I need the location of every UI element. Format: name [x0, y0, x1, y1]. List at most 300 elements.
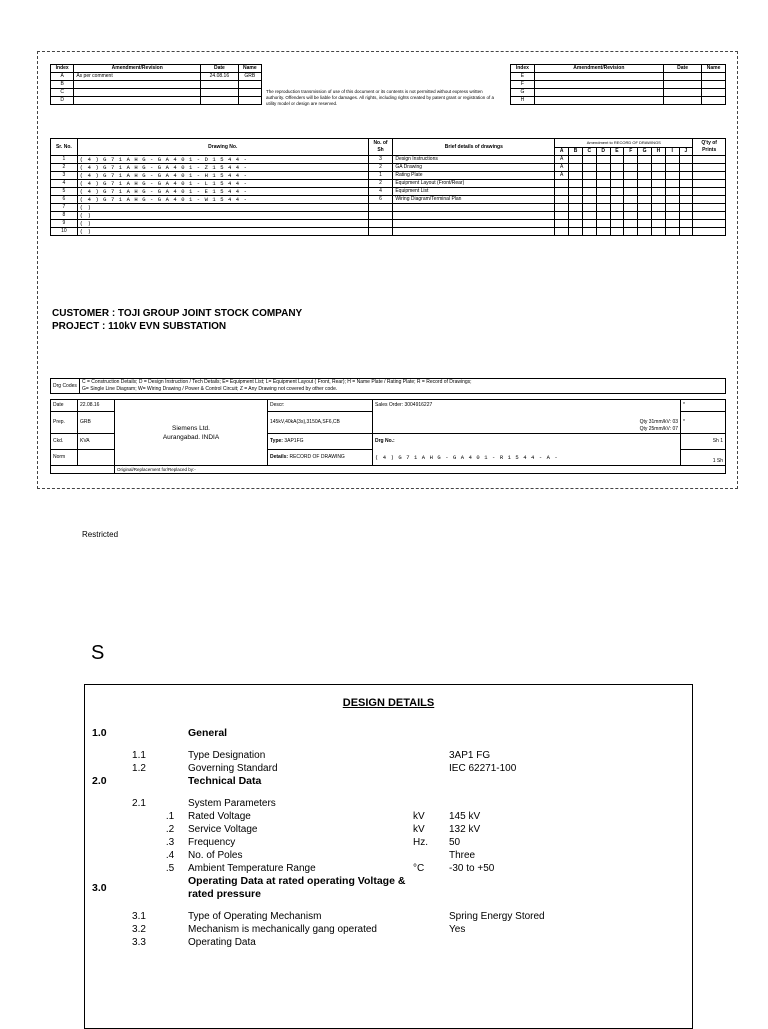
- amend-letter: J: [679, 147, 693, 156]
- sales-order: Sales Order: 3004916227: [373, 400, 681, 412]
- drg-codes-table: [50, 378, 726, 394]
- parameter-text: Service Voltage: [188, 824, 258, 835]
- ckd-label: Ckd.: [51, 434, 78, 450]
- rev-header-date: Date: [201, 65, 239, 73]
- sheet-total: 1 Sh: [681, 450, 726, 466]
- drawing-row: [51, 220, 726, 228]
- design-row: [92, 823, 672, 836]
- brief-details: Rating Plate: [393, 172, 555, 180]
- amendment-cell: [596, 188, 610, 196]
- rev-text: [74, 89, 201, 97]
- amendment-cell: [555, 220, 569, 228]
- parameter-text: Operating Data: [188, 937, 256, 948]
- design-row: [92, 749, 672, 762]
- rev-index: C: [51, 89, 74, 97]
- rev-header-amendment: Amendment/Revision: [74, 65, 201, 73]
- drawing-number: ( 4 ) G 7 1 A H G - G A 4 0 1 - Z 1 5 4 4 -: [77, 164, 368, 172]
- qty-cell: [693, 172, 726, 180]
- amend-letter: I: [665, 147, 679, 156]
- amendment-cell: [610, 180, 624, 188]
- unit: [413, 875, 449, 901]
- rev-text: [534, 73, 663, 81]
- amendment-cell: [652, 164, 666, 172]
- amendment-cell: [610, 228, 624, 236]
- parameter-text: Operating Data at rated operating Voltage & rated pressure: [188, 875, 406, 900]
- amend-letter: A: [555, 147, 569, 156]
- subsection-number: 1.2: [132, 763, 146, 774]
- brief-details: Wiring Diagram/Terminal Plan: [393, 196, 555, 204]
- design-row: [92, 923, 672, 936]
- rev-date: [663, 97, 701, 105]
- parameter-text: Type of Operating Mechanism: [188, 911, 322, 922]
- subsection-number: [126, 810, 152, 823]
- star-2: *: [681, 412, 726, 434]
- rev-index: E: [511, 73, 535, 81]
- subsection-number: 3.1: [132, 911, 146, 922]
- rev-name: [702, 97, 726, 105]
- rev-index: B: [51, 81, 74, 89]
- amendment-cell: [610, 156, 624, 164]
- section-number: [92, 823, 126, 836]
- amendment-cell: [652, 172, 666, 180]
- amendment-cell: [665, 188, 679, 196]
- rev-header-name: Name: [702, 65, 726, 73]
- amendment-cell: A: [555, 164, 569, 172]
- amendment-cell: [582, 220, 596, 228]
- amendment-cell: [624, 180, 638, 188]
- parameter-value: [449, 936, 672, 949]
- section-number: 3.0: [92, 881, 107, 894]
- amendment-cell: [624, 164, 638, 172]
- sr-no: 7: [51, 204, 78, 212]
- rev-header-index: Index: [511, 65, 535, 73]
- amendment-cell: [665, 156, 679, 164]
- drawing-row: [51, 228, 726, 236]
- section-number: [92, 923, 126, 936]
- details-value: RECORD OF DRAWING: [289, 454, 345, 460]
- sheet-count: [368, 212, 393, 220]
- design-row: [92, 936, 672, 949]
- item-number: [152, 910, 188, 923]
- unit: °C: [413, 863, 425, 874]
- rev-header-date: Date: [663, 65, 701, 73]
- parameter-value: 3AP1 FG: [449, 750, 491, 761]
- date-label: Date: [51, 400, 78, 412]
- amendment-cell: [582, 196, 596, 204]
- item-number: .4: [165, 850, 175, 861]
- rev-date: [201, 81, 239, 89]
- amendment-cell: [652, 228, 666, 236]
- drawing-number: ( 4 ) G 7 1 A H G - G A 4 0 1 - D 1 5 4 4 -: [77, 156, 368, 164]
- section-number: [92, 836, 126, 849]
- parameter-text: Technical Data: [188, 775, 262, 787]
- subsection-number: 3.3: [132, 937, 146, 948]
- amendment-cell: [638, 228, 652, 236]
- amendment-cell: [652, 196, 666, 204]
- amend-letter: H: [652, 147, 666, 156]
- amendment-cell: [582, 172, 596, 180]
- col-no-of-sheets: No. of Sh: [368, 139, 393, 156]
- amendment-cell: [596, 172, 610, 180]
- design-row: [92, 875, 672, 901]
- rev-text: [74, 81, 201, 89]
- unit: [413, 775, 449, 788]
- amendment-cell: [665, 204, 679, 212]
- prep-value: GRB: [78, 412, 115, 434]
- amendment-cell: [665, 196, 679, 204]
- item-number: .3: [165, 837, 175, 848]
- rev-text: [534, 81, 663, 89]
- section-number: [92, 862, 126, 875]
- sr-no: 3: [51, 172, 78, 180]
- rev-text: As per comment: [74, 73, 201, 81]
- company-name: Siemens Ltd.: [172, 424, 210, 432]
- amendment-cell: [638, 180, 652, 188]
- sr-no: 6: [51, 196, 78, 204]
- amendment-cell: [582, 228, 596, 236]
- amendment-cell: [624, 212, 638, 220]
- amendment-cell: [610, 220, 624, 228]
- design-row: [92, 810, 672, 823]
- parameter-text: Governing Standard: [188, 763, 278, 774]
- subsection-number: [126, 875, 152, 901]
- qty-cell: [693, 204, 726, 212]
- amendment-cell: [610, 196, 624, 204]
- amendment-cell: [596, 228, 610, 236]
- unit: [413, 749, 449, 762]
- subsection-number: [126, 862, 152, 875]
- drawing-number: ( ): [77, 228, 368, 236]
- unit: [413, 849, 449, 862]
- amendment-cell: [582, 212, 596, 220]
- drawing-row: [51, 180, 726, 188]
- parameter-value: Yes: [449, 924, 466, 935]
- subsection-number: [126, 727, 152, 740]
- item-number: .2: [165, 824, 175, 835]
- brief-details: [393, 220, 555, 228]
- drawing-number: ( 4 ) G 7 1 A H G - G A 4 0 1 - L 1 5 4 4 -: [77, 180, 368, 188]
- sheet-count: [368, 228, 393, 236]
- rev-date: [201, 97, 239, 105]
- spacer-row: [92, 788, 672, 797]
- rev-name: [238, 89, 261, 97]
- brief-details: Design Instructions: [393, 156, 555, 164]
- amendment-cell: [624, 220, 638, 228]
- rev-header-amendment: Amendment/Revision: [534, 65, 663, 73]
- amendment-cell: [665, 164, 679, 172]
- amendment-cell: [652, 156, 666, 164]
- design-row: [92, 762, 672, 775]
- amendment-cell: [665, 220, 679, 228]
- amendment-cell: [679, 220, 693, 228]
- brief-details: Equipment List: [393, 188, 555, 196]
- amendment-cell: [624, 172, 638, 180]
- rev-date: [663, 73, 701, 81]
- design-row: [92, 797, 672, 810]
- amendment-cell: [555, 228, 569, 236]
- drawing-number: ( ): [77, 212, 368, 220]
- amendment-cell: [569, 220, 583, 228]
- rev-text: [534, 89, 663, 97]
- sheet-count: 4: [368, 188, 393, 196]
- sr-no: 10: [51, 228, 78, 236]
- amendment-cell: [638, 188, 652, 196]
- item-number: .1: [165, 811, 175, 822]
- parameter-text: System Parameters: [188, 798, 276, 809]
- sheet-count: 2: [368, 180, 393, 188]
- subsection-number: [126, 849, 152, 862]
- drawing-row: [51, 188, 726, 196]
- section-number: [92, 936, 126, 949]
- parameter-text: Type Designation: [188, 750, 266, 761]
- amendment-cell: [679, 204, 693, 212]
- parameter-text: General: [188, 727, 228, 739]
- amendment-cell: [624, 228, 638, 236]
- drawing-list-table: [50, 138, 726, 236]
- sheet-count: 6: [368, 196, 393, 204]
- company-block: [115, 400, 268, 466]
- parameter-value: 50: [449, 837, 461, 848]
- amendment-cell: [652, 220, 666, 228]
- section-number: [92, 910, 126, 923]
- qty-31mm: Qty 31mm/kV: 03: [639, 419, 678, 425]
- unit: [413, 727, 449, 740]
- brief-details: Equipment Layout (Front/Rear): [393, 180, 555, 188]
- sr-no: 2: [51, 164, 78, 172]
- design-row: [92, 775, 672, 788]
- sr-no: 5: [51, 188, 78, 196]
- brief-details: GA Drawing: [393, 164, 555, 172]
- amendment-cell: [582, 204, 596, 212]
- brief-details: [393, 204, 555, 212]
- drawing-number: ( ): [77, 204, 368, 212]
- descr-label: Descr:: [268, 400, 373, 412]
- amendment-cell: [555, 204, 569, 212]
- amendment-cell: A: [555, 172, 569, 180]
- section-number: [92, 797, 126, 810]
- spacer-row: [92, 901, 672, 910]
- rev-text: [74, 97, 201, 105]
- amendment-cell: [679, 228, 693, 236]
- parameter-text: Rated Voltage: [188, 811, 251, 822]
- amendment-cell: [665, 172, 679, 180]
- design-row: [92, 849, 672, 862]
- copyright-notice: The reproduction transmission of use of this document or its contents is not permitted without express written authority. Offenders will be liable for damages. All rights, including rights created by patent grant or registration of a utility model or design are reserved.: [266, 89, 494, 106]
- amendment-cell: [665, 228, 679, 236]
- amendment-cell: [679, 188, 693, 196]
- parameter-value: [449, 797, 672, 810]
- rev-name: [702, 89, 726, 97]
- rev-date: [201, 89, 239, 97]
- drg-codes-line2: G= Single Line Diagram; W= Wiring Drawing / Power & Control Circuit; Z = Any Drawing not covered by other code.: [80, 386, 726, 394]
- qty-25mm: Qty 25mm/kV: 07: [639, 426, 678, 432]
- rev-index: D: [51, 97, 74, 105]
- spacer-row: [92, 740, 672, 749]
- amendment-cell: [569, 164, 583, 172]
- subsection-number: [126, 823, 152, 836]
- drg-codes-label: Drg Codes: [51, 379, 80, 394]
- item-number: [152, 762, 188, 775]
- subsection-number: [126, 836, 152, 849]
- subsection-number: 1.1: [132, 750, 146, 761]
- sr-no: 4: [51, 180, 78, 188]
- parameter-value: 132 kV: [449, 824, 481, 835]
- sheet-count: [368, 204, 393, 212]
- item-number: [152, 727, 188, 740]
- amendment-cell: [665, 180, 679, 188]
- parameter-text: Ambient Temperature Range: [188, 863, 316, 874]
- rev-index: A: [51, 73, 74, 81]
- section-number: 1.0: [92, 727, 107, 739]
- project-name: PROJECT : 110kV EVN SUBSTATION: [52, 321, 227, 332]
- drawing-row: [51, 172, 726, 180]
- amendment-cell: [555, 196, 569, 204]
- amendment-cell: [596, 164, 610, 172]
- star-1: *: [681, 400, 726, 412]
- amendment-cell: [596, 204, 610, 212]
- amendment-cell: [652, 180, 666, 188]
- descr-value: 145kV,40kA(3s),3150A,SF6,CB: [268, 412, 373, 434]
- parameter-value: [449, 727, 672, 740]
- amendment-cell: [624, 188, 638, 196]
- qty-cell: [693, 196, 726, 204]
- brief-details: [393, 212, 555, 220]
- drawing-row: [51, 204, 726, 212]
- design-row: [92, 910, 672, 923]
- rev-index: F: [511, 81, 535, 89]
- qty-cell: [693, 188, 726, 196]
- amendment-cell: [679, 164, 693, 172]
- amendment-cell: [610, 204, 624, 212]
- amendment-cell: [555, 180, 569, 188]
- amendment-cell: [596, 212, 610, 220]
- qty-cell: [693, 220, 726, 228]
- unit: Hz.: [413, 837, 428, 848]
- amend-letter: G: [638, 147, 652, 156]
- section-number: 2.0: [92, 775, 107, 787]
- ckd-value: KVA: [78, 434, 115, 450]
- amendment-cell: [624, 196, 638, 204]
- details-field: [268, 450, 373, 466]
- prep-label: Prep.: [51, 412, 78, 434]
- qty-cell: [693, 212, 726, 220]
- rev-date: [663, 89, 701, 97]
- rev-index: G: [511, 89, 535, 97]
- revision-table-right: [510, 64, 726, 105]
- drawing-number: ( ): [77, 220, 368, 228]
- rev-name: [238, 97, 261, 105]
- col-amendment: Amendment to RECORD OF DRAWINGS: [555, 139, 693, 148]
- amendment-cell: [569, 204, 583, 212]
- parameter-value: IEC 62271-100: [449, 763, 517, 774]
- drg-no-label: Drg No.:: [373, 434, 681, 450]
- sheet-count: 1: [368, 172, 393, 180]
- amendment-cell: [569, 172, 583, 180]
- title-block: [50, 399, 726, 474]
- item-number: [152, 797, 188, 810]
- rev-date: [663, 81, 701, 89]
- amend-letter: F: [624, 147, 638, 156]
- amendment-cell: [638, 212, 652, 220]
- unit: [413, 910, 449, 923]
- parameter-text: Frequency: [188, 837, 236, 848]
- amendment-cell: [652, 212, 666, 220]
- drawing-number: ( 4 ) G 7 1 A H G - G A 4 0 1 - E 1 5 4 4 -: [77, 188, 368, 196]
- amendment-cell: A: [555, 156, 569, 164]
- amendment-cell: [555, 188, 569, 196]
- amendment-cell: [596, 180, 610, 188]
- norm-value: [78, 450, 115, 466]
- type-field: [268, 434, 373, 450]
- item-number: [152, 749, 188, 762]
- drawing-row: [51, 156, 726, 164]
- unit: [413, 936, 449, 949]
- amend-letter: C: [582, 147, 596, 156]
- amendment-cell: [596, 196, 610, 204]
- rev-header-index: Index: [51, 65, 74, 73]
- customer-name: CUSTOMER : TOJI GROUP JOINT STOCK COMPANY: [52, 308, 303, 319]
- amendment-cell: [679, 180, 693, 188]
- details-label: Details:: [270, 454, 289, 460]
- rev-date: 24.08.16: [201, 73, 239, 81]
- design-row: [92, 862, 672, 875]
- section-number: [92, 749, 126, 762]
- amendment-cell: [652, 204, 666, 212]
- item-number: [152, 875, 188, 901]
- amendment-cell: [638, 220, 652, 228]
- amend-letter: B: [569, 147, 583, 156]
- amendment-cell: [569, 180, 583, 188]
- sheet-count: 3: [368, 156, 393, 164]
- design-row: [92, 727, 672, 740]
- parameter-value: -30 to +50: [449, 863, 495, 874]
- drawing-number: ( 4 ) G 7 1 A H G - G A 4 0 1 - W 1 5 4 4 -: [77, 196, 368, 204]
- subsection-number: [126, 775, 152, 788]
- qty-cell: [693, 180, 726, 188]
- drawing-record-sheet: [37, 51, 738, 489]
- brief-details: [393, 228, 555, 236]
- item-number: [152, 936, 188, 949]
- unit: kV: [413, 811, 425, 822]
- qty-cell: [693, 156, 726, 164]
- col-brief-details: Brief details of drawings: [393, 139, 555, 156]
- rev-name: [238, 81, 261, 89]
- restricted-label: Restricted: [82, 530, 119, 539]
- amendment-cell: [610, 212, 624, 220]
- subsection-number: 2.1: [132, 798, 146, 809]
- amendment-cell: [679, 212, 693, 220]
- revision-table-left: [50, 64, 262, 105]
- amendment-cell: [624, 156, 638, 164]
- quantity-block: [373, 412, 681, 434]
- drawing-row: [51, 164, 726, 172]
- amendment-cell: [679, 156, 693, 164]
- rev-index: H: [511, 97, 535, 105]
- rev-name: [702, 73, 726, 81]
- unit: [413, 797, 449, 810]
- item-number: .5: [165, 863, 175, 874]
- amendment-cell: [610, 172, 624, 180]
- sheet-count: 2: [368, 164, 393, 172]
- rev-text: [534, 97, 663, 105]
- sr-no: 1: [51, 156, 78, 164]
- rev-name: GRB: [238, 73, 261, 81]
- parameter-value: Spring Energy Stored: [449, 911, 545, 922]
- parameter-value: [449, 875, 672, 901]
- section-number: [92, 810, 126, 823]
- sheet-count: [368, 220, 393, 228]
- amendment-cell: [582, 156, 596, 164]
